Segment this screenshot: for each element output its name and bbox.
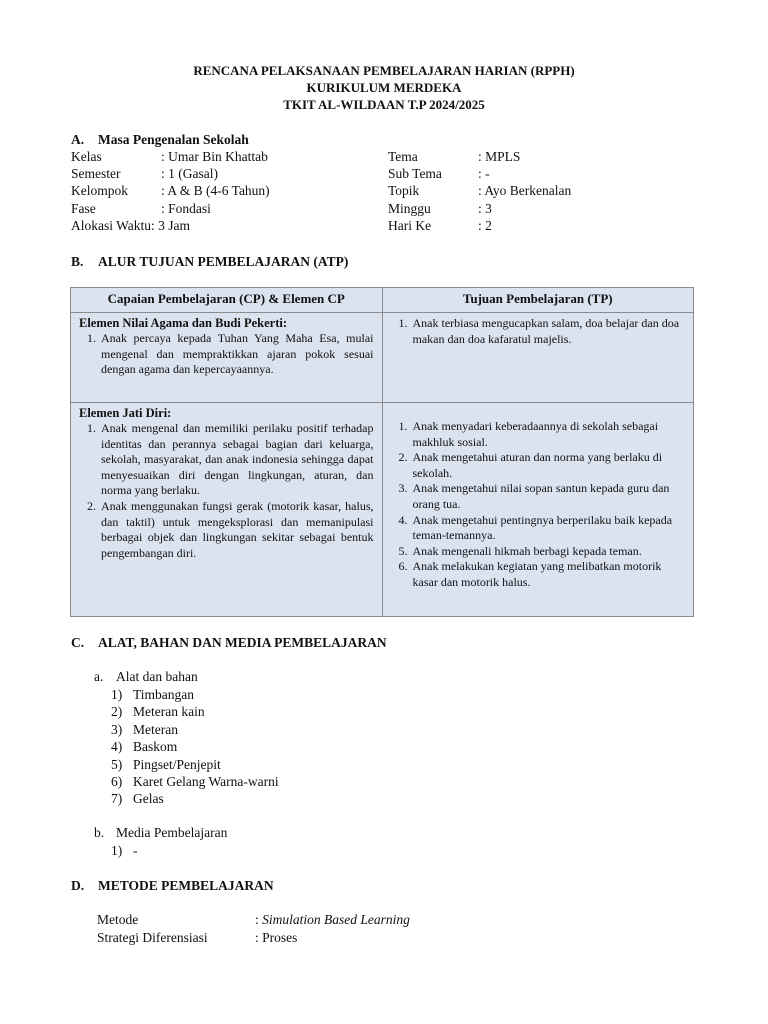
list-item: 1) Timbangan (111, 687, 195, 702)
list-item: 4. Anak mengetahui pentingnya berperilaku baik kepada teman-temannya. (411, 513, 686, 544)
sub-marker: a. (94, 669, 104, 684)
info-label: Topik (388, 183, 420, 198)
info-value: : 2 (478, 218, 492, 233)
cp-cell (71, 403, 383, 617)
info-row-alokasi (71, 218, 190, 234)
doc-subtitle-school: TKIT AL-WILDAAN T.P 2024/2025 (283, 97, 485, 112)
section-c-heading (71, 635, 387, 651)
info-row-semester (71, 166, 218, 182)
table-header-row (71, 288, 694, 313)
tp-list (391, 419, 686, 591)
sub-heading-media (94, 825, 227, 841)
section-d-letter: D. (71, 878, 85, 893)
list-item: 1. Anak terbiasa mengucapkan salam, doa belajar dan doa makan dan doa kafaratul majelis. (411, 316, 686, 347)
info-label: Kelompok (71, 183, 128, 198)
strategy-label: Strategi Diferensiasi (97, 930, 208, 945)
info-row-minggu (388, 201, 492, 217)
sub-label: Alat dan bahan (116, 669, 198, 684)
strategy-row: Strategi Diferensiasi : Proses (97, 930, 298, 945)
list-item: 7) Gelas (111, 791, 164, 807)
table-row (71, 403, 694, 617)
tp-cell (382, 313, 694, 403)
info-label: Tema (388, 149, 418, 164)
info-value: : 3 (478, 201, 492, 216)
list-item: 3. Anak mengetahui nilai sopan santun kepada guru dan orang tua. (411, 481, 686, 512)
section-d-title: METODE PEMBELAJARAN (98, 878, 274, 893)
section-b-title: ALUR TUJUAN PEMBELAJARAN (ATP) (98, 254, 349, 269)
info-label: Kelas (71, 149, 102, 164)
section-b-letter: B. (71, 254, 84, 269)
section-b-heading (71, 254, 348, 270)
cp-list (79, 331, 374, 378)
list-item: 1. Anak percaya kepada Tuhan Yang Maha Esa, mulai mengenal dan mempraktikkan ajaran pokok sesuai dengan agama dan kepercayaannya. (99, 331, 374, 378)
section-c-letter: C. (71, 635, 85, 650)
element-label: Elemen Nilai Agama dan Budi Pekerti: (79, 316, 287, 330)
info-row-kelas (71, 149, 268, 165)
method-value: Simulation Based Learning (262, 912, 410, 927)
info-label: Sub Tema (388, 166, 442, 181)
alat-bahan-list (111, 687, 279, 809)
info-value: : - (478, 166, 490, 181)
info-row-fase (71, 201, 211, 217)
info-row-tema (388, 149, 520, 165)
info-row-topik (388, 183, 571, 199)
sub-marker: b. (94, 825, 105, 840)
list-item: 3) Meteran (111, 721, 178, 737)
list-item: 1) - (111, 843, 138, 858)
list-item: 6. Anak melakukan kegiatan yang melibatkan motorik kasar dan motorik halus. (411, 559, 686, 590)
info-label: Semester (71, 166, 121, 181)
section-a-title: Masa Pengenalan Sekolah (98, 132, 249, 147)
info-label: Minggu (388, 201, 431, 216)
info-value: : Umar Bin Khattab (161, 149, 268, 164)
table-header-cp: Capaian Pembelajaran (CP) & Elemen CP (71, 288, 383, 313)
tp-list (391, 316, 686, 347)
info-value: : 3 Jam (151, 218, 191, 233)
method-label: Metode (97, 912, 139, 927)
list-item: 4) Baskom (111, 739, 178, 755)
list-item: 1. Anak mengenal dan memiliki perilaku positif terhadap identitas dan perannya sebagai bagian dari keluarga, sekolah, masyarakat, dan anak indonesia sehingga dapat menyesuaikan diri dengan lingkungan, aturan, dan norma yang berlaku. (99, 421, 374, 499)
section-c-title: ALAT, BAHAN DAN MEDIA PEMBELAJARAN (98, 635, 387, 650)
info-value: : Ayo Berkenalan (478, 183, 572, 198)
media-list (111, 843, 138, 860)
list-item: 5. Anak mengenali hikmah berbagi kepada teman. (411, 544, 686, 560)
info-label: Hari Ke (388, 218, 432, 233)
list-item: 5) Pingset/Penjepit (111, 756, 221, 772)
list-item: 6) Karet Gelang Warna-warni (111, 773, 279, 789)
info-row-hari-ke (388, 218, 492, 234)
doc-subtitle-curriculum: KURIKULUM MERDEKA (306, 80, 462, 95)
cp-cell (71, 313, 383, 403)
method-row: Metode : Simulation Based Learning (97, 912, 410, 927)
list-item: 2. Anak mengetahui aturan dan norma yang berlaku di sekolah. (411, 450, 686, 481)
section-a-heading (71, 132, 249, 148)
element-label: Elemen Jati Diri: (79, 406, 172, 420)
info-value: : 1 (Gasal) (161, 166, 218, 181)
info-value: : Fondasi (161, 201, 211, 216)
info-value: : A & B (4-6 Tahun) (161, 183, 270, 198)
list-item: 1. Anak menyadari keberadaannya di sekolah sebagai makhluk sosial. (411, 419, 686, 450)
cp-list (79, 421, 374, 561)
strategy-value: Proses (262, 930, 298, 945)
atp-table (70, 287, 694, 617)
sub-heading-alat-bahan (94, 669, 198, 685)
sub-label: Media Pembelajaran (116, 825, 228, 840)
info-row-subtema (388, 166, 490, 182)
list-item: 2. Anak menggunakan fungsi gerak (motorik kasar, halus, dan taktil) untuk mengeksplorasi dan memanipulasi berbagai objek dan lingkungan sekitar sebagai bentuk pengembangan diri. (99, 499, 374, 561)
info-value: : MPLS (478, 149, 521, 164)
table-row (71, 313, 694, 403)
section-d-heading (71, 878, 274, 894)
section-a-letter: A. (71, 132, 85, 147)
list-item: 2) Meteran kain (111, 704, 205, 720)
info-label: Fase (71, 201, 96, 216)
info-row-kelompok (71, 183, 270, 199)
tp-cell (382, 403, 694, 617)
info-label: Alokasi Waktu (71, 218, 152, 233)
table-header-tp: Tujuan Pembelajaran (TP) (382, 288, 694, 313)
doc-title: RENCANA PELAKSANAAN PEMBELAJARAN HARIAN (RPPH) (193, 63, 575, 78)
